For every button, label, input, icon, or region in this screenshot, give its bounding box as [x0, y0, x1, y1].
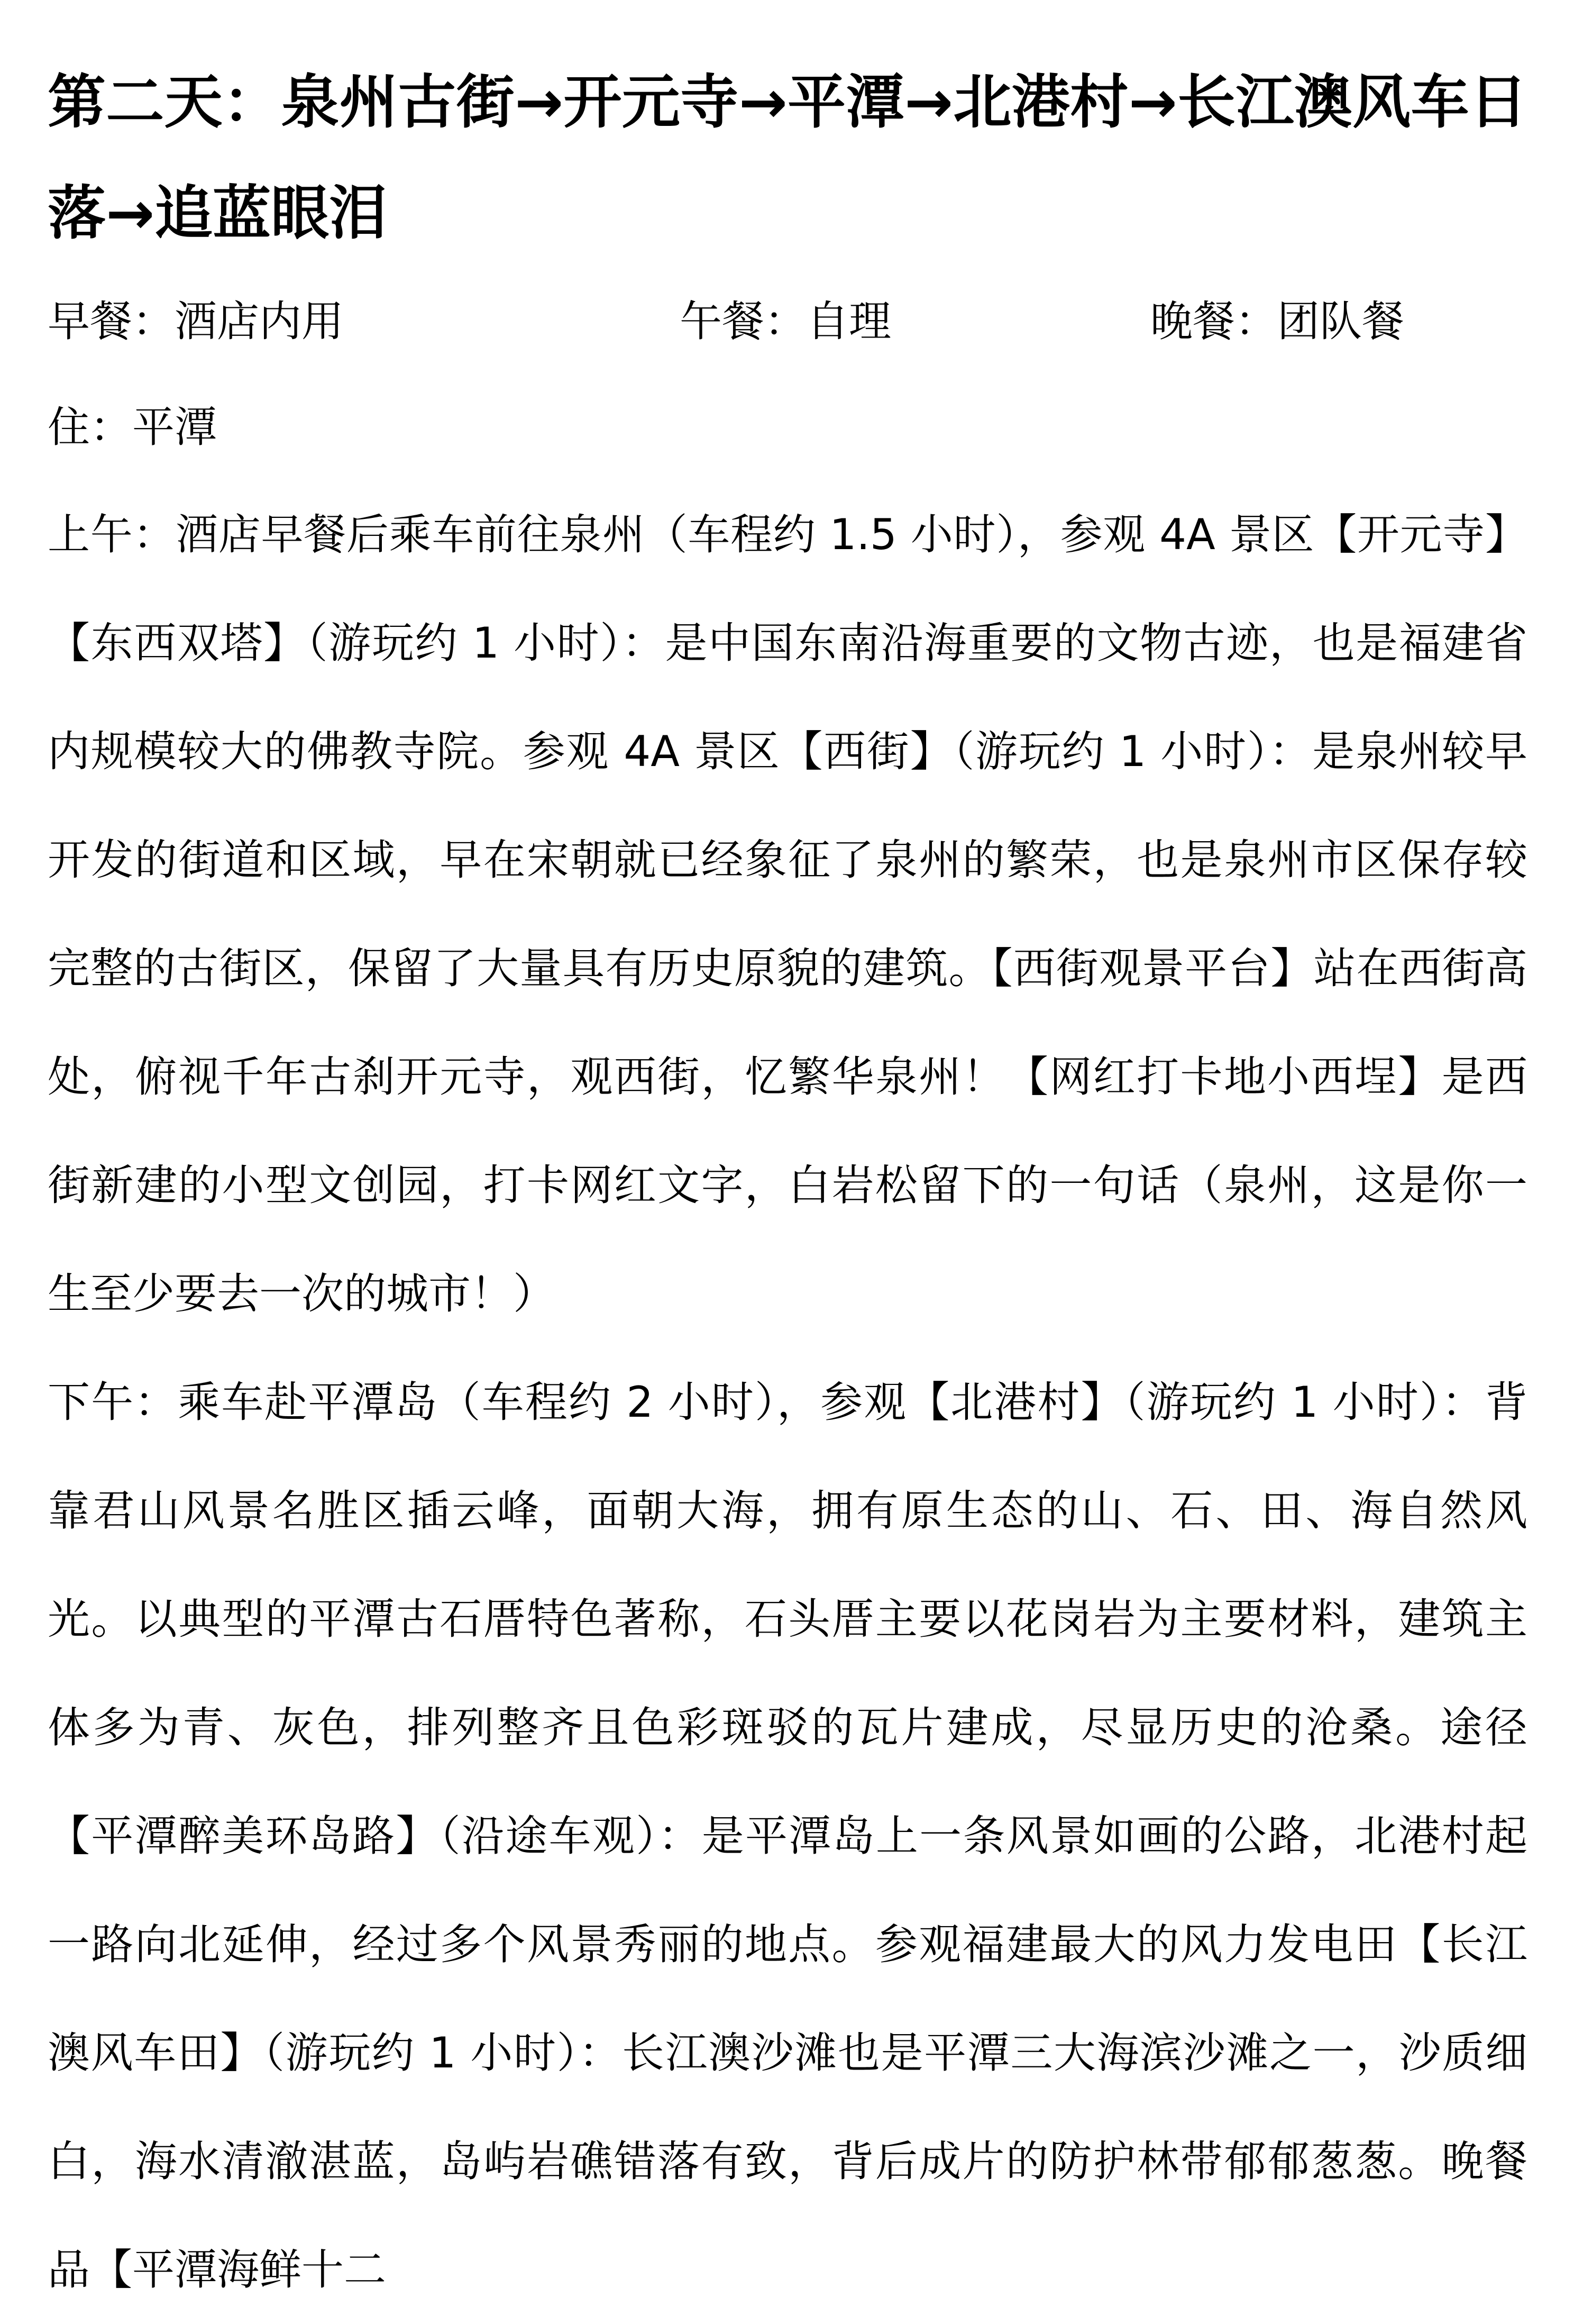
day-title: 第二天：泉州古街→开元寺→平潭→北港村→长江澳风车日落→追蓝眼泪 — [48, 68, 1527, 247]
meals-row — [48, 269, 1527, 375]
morning-schedule: 上午：酒店早餐后乘车前往泉州（车程约 1.5 小时），参观 4A 景区【开元寺】【东西双塔】（游玩约 1 小时）：是中国东南沿海重要的文物古迹，也是福建省内规模较大的佛教寺院。参观 4A 景区【西街】（游玩约 1 小时）：是泉州较早开发的街道和区域，早在宋朝就已经象征了泉州的繁荣，也是泉州市区保存较完整的古街区，保留了大量具有历史原貌的建筑。【西街观景平台】站在西街高处，俯视千年古刹开元寺，观西街，忆繁华泉州！【网红打卡地小西埕】是西街新建的小型文创园，打卡网红文字，白岩松留下的一句话（泉州，这是你一生至少要去一次的城市！） — [48, 510, 1527, 1318]
accommodation-info: 住：平潭 — [48, 403, 217, 452]
breakfast-info: 早餐：酒店内用 — [48, 297, 344, 346]
dinner-info: 晚餐：团队餐 — [1150, 297, 1404, 346]
lunch-info: 午餐：自理 — [680, 297, 891, 346]
afternoon-schedule: 下午：乘车赴平潭岛（车程约 2 小时），参观【北港村】（游玩约 1 小时）：背靠君山风景名胜区插云峰，面朝大海，拥有原生态的山、石、田、海自然风光。以典型的平潭古石厝特色著称，石头厝主要以花岗岩为主要材料，建筑主体多为青、灰色，排列整齐且色彩斑驳的瓦片建成，尽显历史的沧桑。途径【平潭醉美环岛路】（沿途车观）：是平潭岛上一条风景如画的公路，北港村起一路向北延伸，经过多个风景秀丽的地点。参观福建最大的风力发电田【长江澳风车田】（游玩约 1 小时）：长江澳沙滩也是平潭三大海滨沙滩之一，沙质细白，海水清澈湛蓝，岛屿岩礁错落有致，背后成片的防护林带郁郁葱葱。晚餐品【平潭海鲜十二 — [48, 1378, 1527, 2294]
